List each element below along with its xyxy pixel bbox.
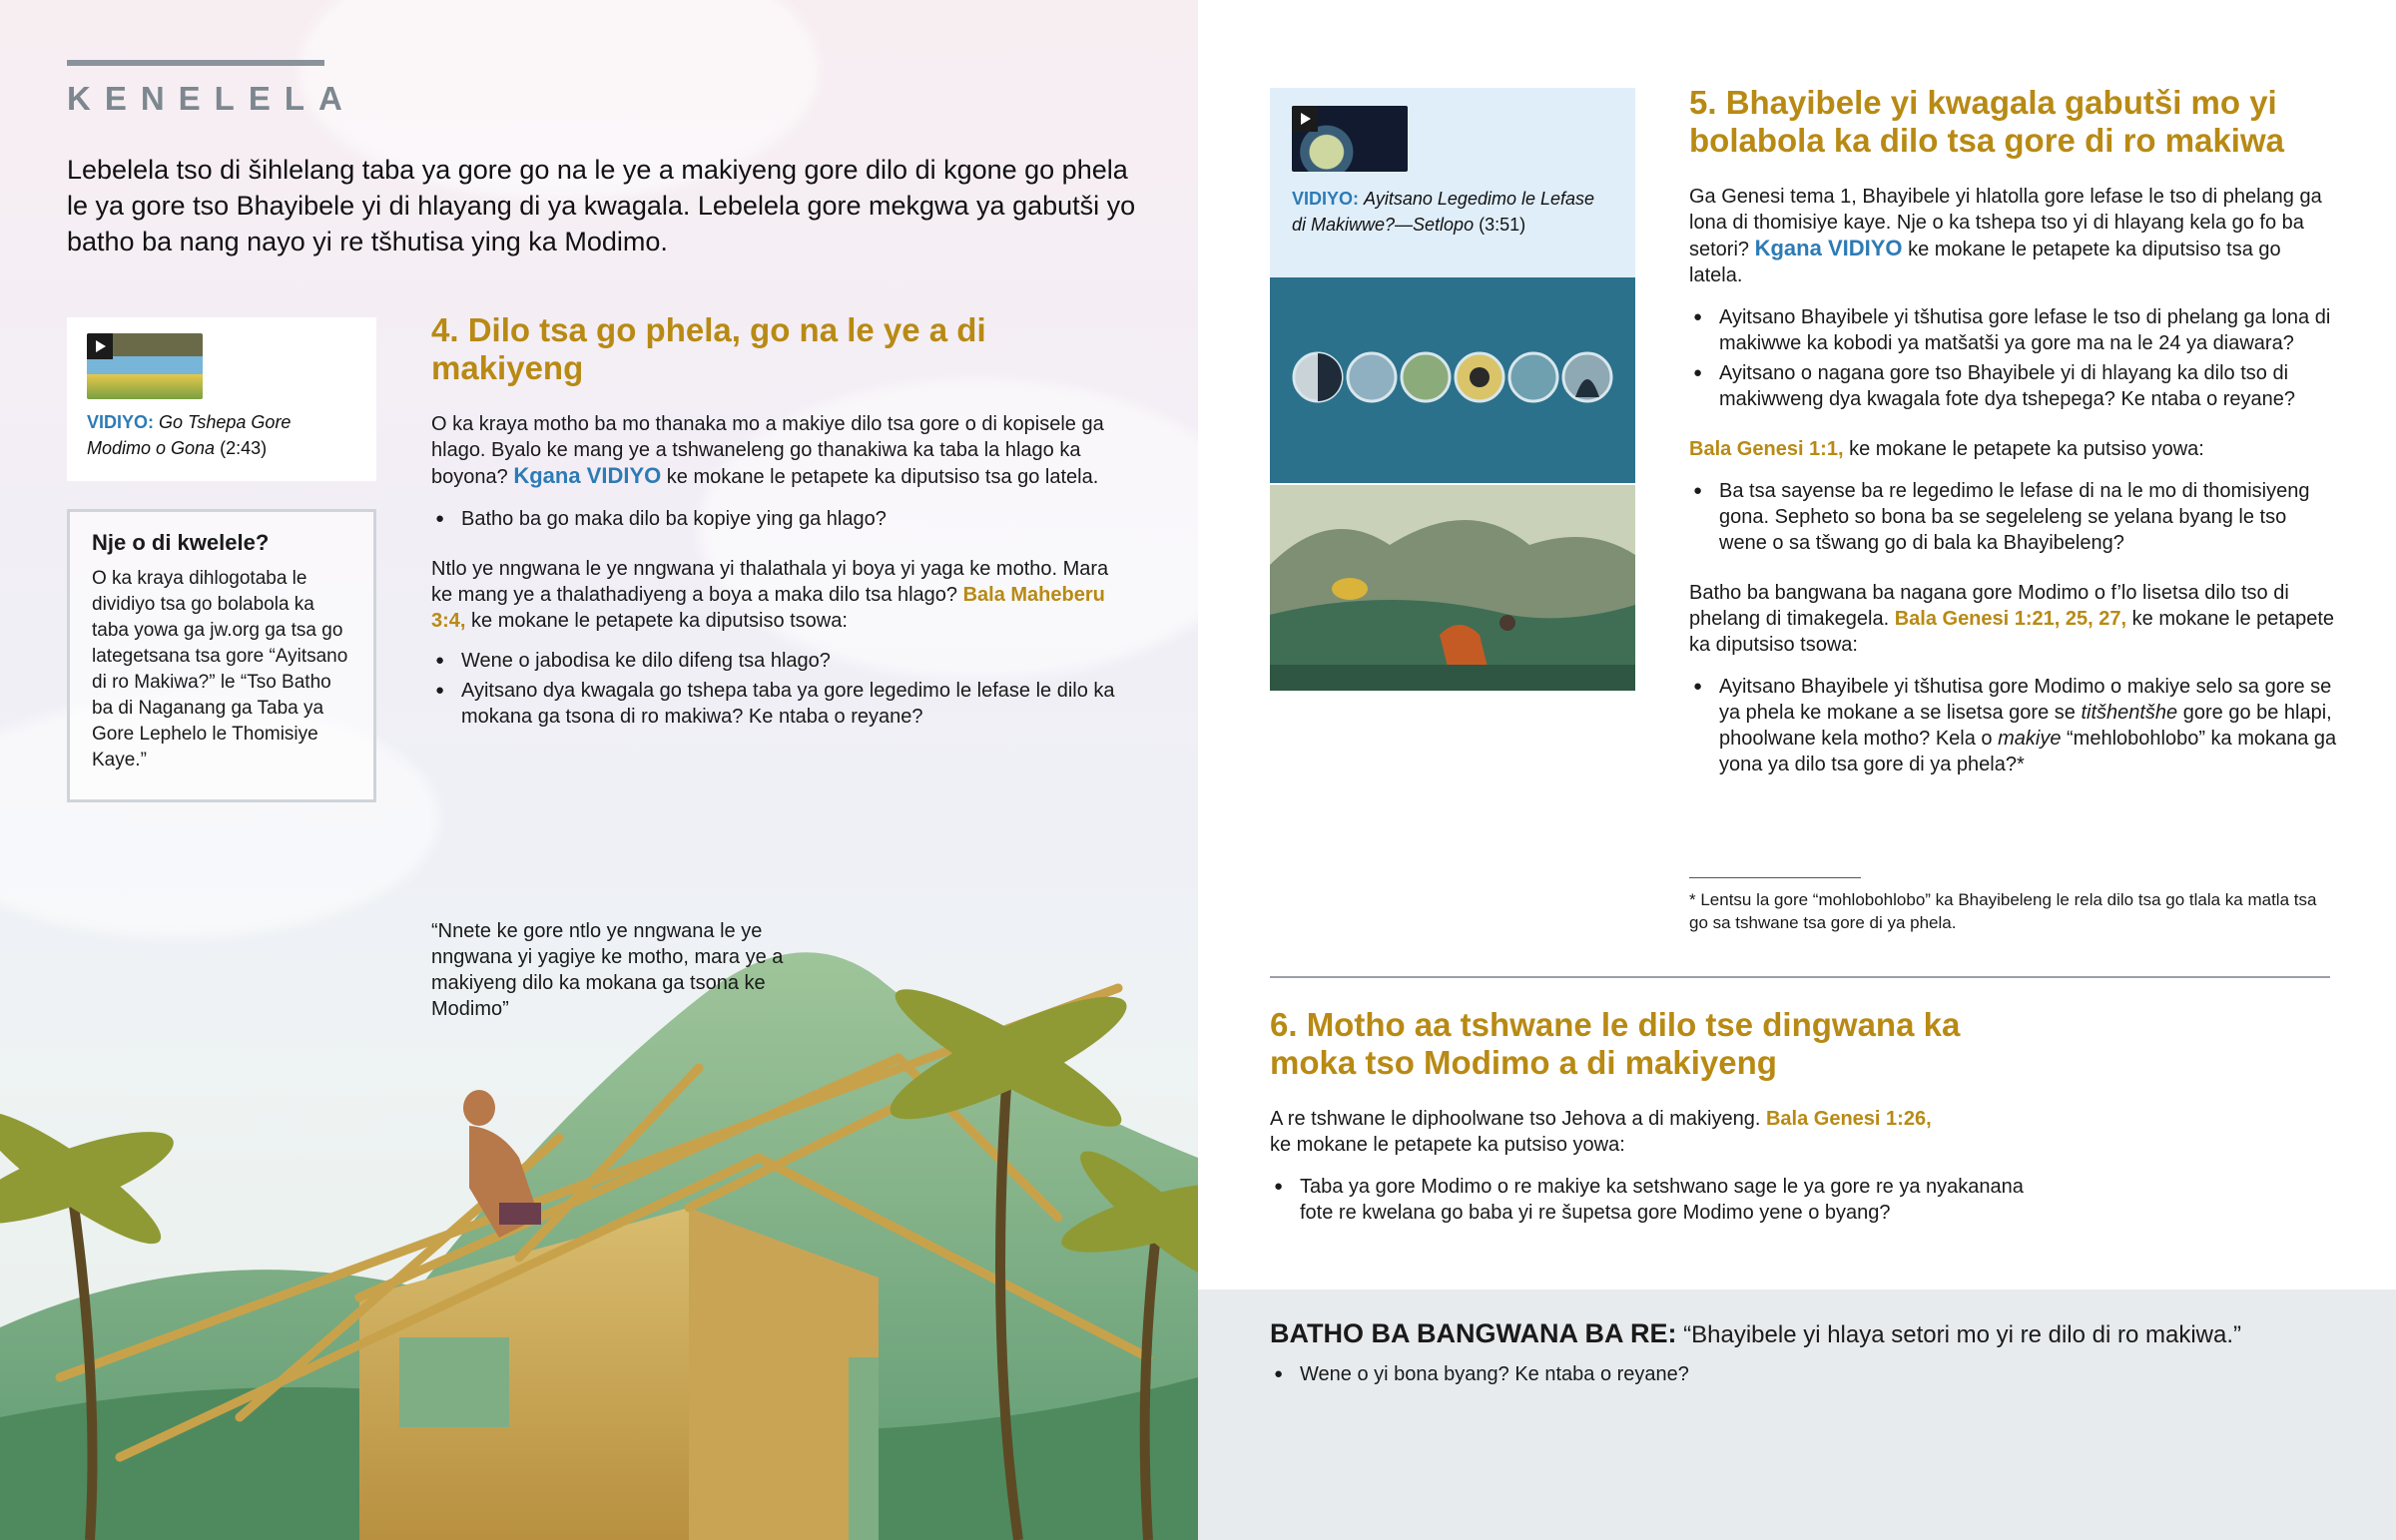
video-duration: (3:51) bbox=[1479, 215, 1526, 235]
emphasis-text: makiye bbox=[1998, 728, 2062, 750]
paragraph-text: Ntlo ye nngwana le ye nngwana yi thalathala yi boya yi yaga ke motho. Mara ke mang ye a thalathadiyeng a boya a maka dilo tsa hlago? bbox=[431, 558, 1109, 606]
scripture-quote: “Nnete ke gore ntlo ye nngwana le ye nngwana yi yagiye ke motho, mara ye a makiyeng dilo ka mokana ga tsona ke Modimo” bbox=[431, 920, 784, 1020]
watch-video-link[interactable]: Kgana VIDIYO bbox=[513, 463, 662, 488]
video-panel[interactable] bbox=[1270, 88, 1635, 691]
video-caption bbox=[1292, 186, 1613, 238]
bullet-item: ● Taba ya gore Modimo o re makiye ka setshwano sage le ya gore re ya nyakanana fote re kwelana go baba yi re šupetsa gore Modimo yene o byang? bbox=[1270, 1174, 2049, 1226]
creation-days-icons bbox=[1270, 277, 1635, 483]
play-icon[interactable] bbox=[1292, 106, 1318, 132]
paragraph-text: ke mokane le petapete ka putsiso yowa: bbox=[1849, 438, 2204, 460]
scripture-reference[interactable]: Bala Genesi 1:1, bbox=[1689, 438, 1844, 460]
footnote: * Lentsu la gore “mohlobohlobo” ka Bhayibeleng le rela dilo tsa go tlala ka matla tsa go sa tshwane tsa gore di ya phela. bbox=[1689, 890, 2317, 932]
watch-video-link[interactable]: Kgana VIDIYO bbox=[1754, 236, 1903, 260]
kicker-rule bbox=[67, 60, 324, 66]
paragraph-text: O ka kraya motho ba mo thanaka mo a makiye dilo tsa gore o di kopisele ga hlago. Byalo ke mang ye a tshwaneleng go thanakiwa ka taba la hlago ka boyona? bbox=[431, 413, 1104, 488]
bullet-item bbox=[1689, 674, 2338, 777]
nature-illustration bbox=[1270, 485, 1635, 691]
video-caption bbox=[87, 409, 356, 461]
footnote-rule bbox=[1689, 877, 1861, 878]
paragraph-text: ke mokane le petapete ka diputsiso tsowa: bbox=[1689, 608, 2335, 656]
section-4-title: 4. Dilo tsa go phela, go na le ye a di makiyeng bbox=[431, 311, 986, 386]
section-4-paragraph-1 bbox=[431, 411, 1130, 490]
video-card[interactable] bbox=[67, 317, 376, 481]
scripture-reference[interactable]: Bala Genesi 1:21, 25, 27, bbox=[1894, 608, 2127, 630]
did-you-know-box bbox=[67, 509, 376, 802]
bullet-item: ● Ayitsano dya kwagala go tshepa taba ya gore legedimo le lefase le dilo ka mokana ga tsona di ro makiwa? Ke ntaba o reyane? bbox=[431, 678, 1130, 730]
paragraph-text: Ga Genesi tema 1, Bhayibele yi hlatolla gore lefase le tso di phelang ga lona di thomisiye kaye. Nje o ka tshepa tso yi di hlayang kela go fo ba setori? bbox=[1689, 186, 2322, 260]
paragraph-text: Ayitsano Bhayibele yi tšhutisa gore Modimo o makiye selo sa gore se ya phela ke mokane a se lisetsa gore se bbox=[1719, 676, 2332, 724]
bullet-item: ● Wene o yi bona byang? Ke ntaba o reyane? bbox=[1270, 1361, 2241, 1387]
video-label: VIDIYO: bbox=[1292, 189, 1360, 209]
emphasis-text: titšhentšhe bbox=[2081, 702, 2178, 724]
scripture-reference[interactable]: Bala Maheberu 3:4, bbox=[431, 584, 1105, 632]
section-5-title: 5. Bhayibele yi kwagala gabutši mo yi bolabola ka dilo tsa gore di ro makiwa bbox=[1689, 84, 2284, 159]
bullet-item: ● Wene o jabodisa ke dilo difeng tsa hlago? bbox=[431, 648, 1130, 674]
section-6-paragraph-1 bbox=[1270, 1106, 2268, 1158]
some-people-say-label: BATHO BA BANGWANA BA RE: bbox=[1270, 1318, 1677, 1348]
section-5-body bbox=[1689, 184, 2338, 777]
video-title[interactable]: Go Tshepa Gore Modimo o Gona bbox=[87, 412, 292, 458]
paragraph-text: A re tshwane le diphoolwane tso Jehova a di makiyeng. bbox=[1270, 1108, 1761, 1130]
section-5-paragraph-1 bbox=[1689, 184, 2338, 288]
bullet-item: ● Ayitsano Bhayibele yi tšhutisa gore lefase le tso di phelang ga lona di makiwwe ka kobodi ya matšatši ya gore ma na le 24 ya diawara? bbox=[1689, 304, 2338, 356]
paragraph-text: ke mokane le petapete ka diputsiso tsa go latela. bbox=[1689, 239, 2281, 286]
did-you-know-title: Nje o di kwelele? bbox=[92, 530, 270, 555]
section-4-paragraph-2 bbox=[431, 556, 1130, 634]
section-5-paragraph-3 bbox=[1689, 580, 2338, 658]
fox-bird-scene bbox=[1270, 485, 1635, 691]
bullet-item: ● Ba tsa sayense ba re legedimo le lefase di na le mo di thomisiyeng gona. Sepheto so bona ba se segeleleng se yelana byang le tso wene o sa tšwang go di bala ka Bhayibeleng? bbox=[1689, 478, 2338, 556]
play-icon[interactable] bbox=[87, 333, 113, 359]
paragraph-text: “mehlobohlobo” ka mokana ga yona ya dilo tsa gore di ya phela?* bbox=[1719, 728, 2337, 775]
paragraph-text: Batho ba bangwana ba nagana gore Modimo o f’lo lisetsa dilo tso di phelang di timakegela. bbox=[1689, 582, 2289, 630]
section-6-title: 6. Motho aa tshwane le dilo tse dingwana ka moka tso Modimo a di makiyeng bbox=[1270, 1006, 1961, 1081]
video-title[interactable]: Ayitsano Legedimo le Lefase di Makiwwe?—Setlopo bbox=[1292, 189, 1595, 235]
video-duration: (2:43) bbox=[220, 438, 268, 458]
section-divider bbox=[1270, 976, 2330, 978]
creation-days-strip bbox=[1270, 277, 1635, 483]
section-6-body bbox=[1270, 1106, 2268, 1226]
intro-paragraph: Lebelela tso di šihlelang taba ya gore go na le ye a makiyeng gore dilo di kgone go phela le ya gore tso Bhayibele yi di hlayang di ya kwagala. Lebelela gore mekgwa ya gabutši yo batho ba nang nayo yi re tšhutisa ying ka Modimo. bbox=[67, 155, 1136, 257]
page-kicker: KENELELA bbox=[67, 80, 356, 117]
section-4-body bbox=[431, 411, 1130, 730]
paragraph-text: ke mokane le petapete ka diputsiso tsowa: bbox=[471, 610, 848, 632]
video-label: VIDIYO: bbox=[87, 412, 155, 432]
did-you-know-text: O ka kraya dihlogotaba le dividiyo tsa go bolabola ka taba yowa ga jw.org ga tsa go lategetsana tsa gore “Ayitsano di ro Makiwa?” le “Tso Batho ba di Naganang ga Taba ya Gore Lephelo le Thomisiye Kaye.” bbox=[92, 568, 348, 770]
paragraph-text: ke mokane le petapete ka diputsiso tsa go latela. bbox=[666, 466, 1099, 488]
section-5-paragraph-2 bbox=[1689, 436, 2338, 462]
paragraph-text: ke mokane le petapete ka putsiso yowa: bbox=[1270, 1134, 1625, 1156]
video-panel-header bbox=[1270, 88, 1635, 277]
bullet-item: ● Batho ba go maka dilo ba kopiye ying ga hlago? bbox=[431, 506, 1130, 532]
video-thumbnail[interactable] bbox=[87, 333, 203, 399]
some-people-say-quote: “Bhayibele yi hlaya setori mo yi re dilo di ro makiwa.” bbox=[1683, 1321, 2242, 1348]
scripture-reference[interactable]: Bala Genesi 1:26, bbox=[1765, 1108, 1932, 1130]
video-thumbnail[interactable] bbox=[1292, 106, 1408, 172]
some-people-say bbox=[1270, 1317, 2241, 1387]
paragraph-text: gore go be hlapi, phoolwane kela motho? Kela o bbox=[1719, 702, 2332, 750]
bullet-item: ● Ayitsano o nagana gore tso Bhayibele yi di hlayang ka dilo tso di makiwweng dya kwagala fote dya tshepega? Ke ntaba o reyane? bbox=[1689, 360, 2338, 412]
